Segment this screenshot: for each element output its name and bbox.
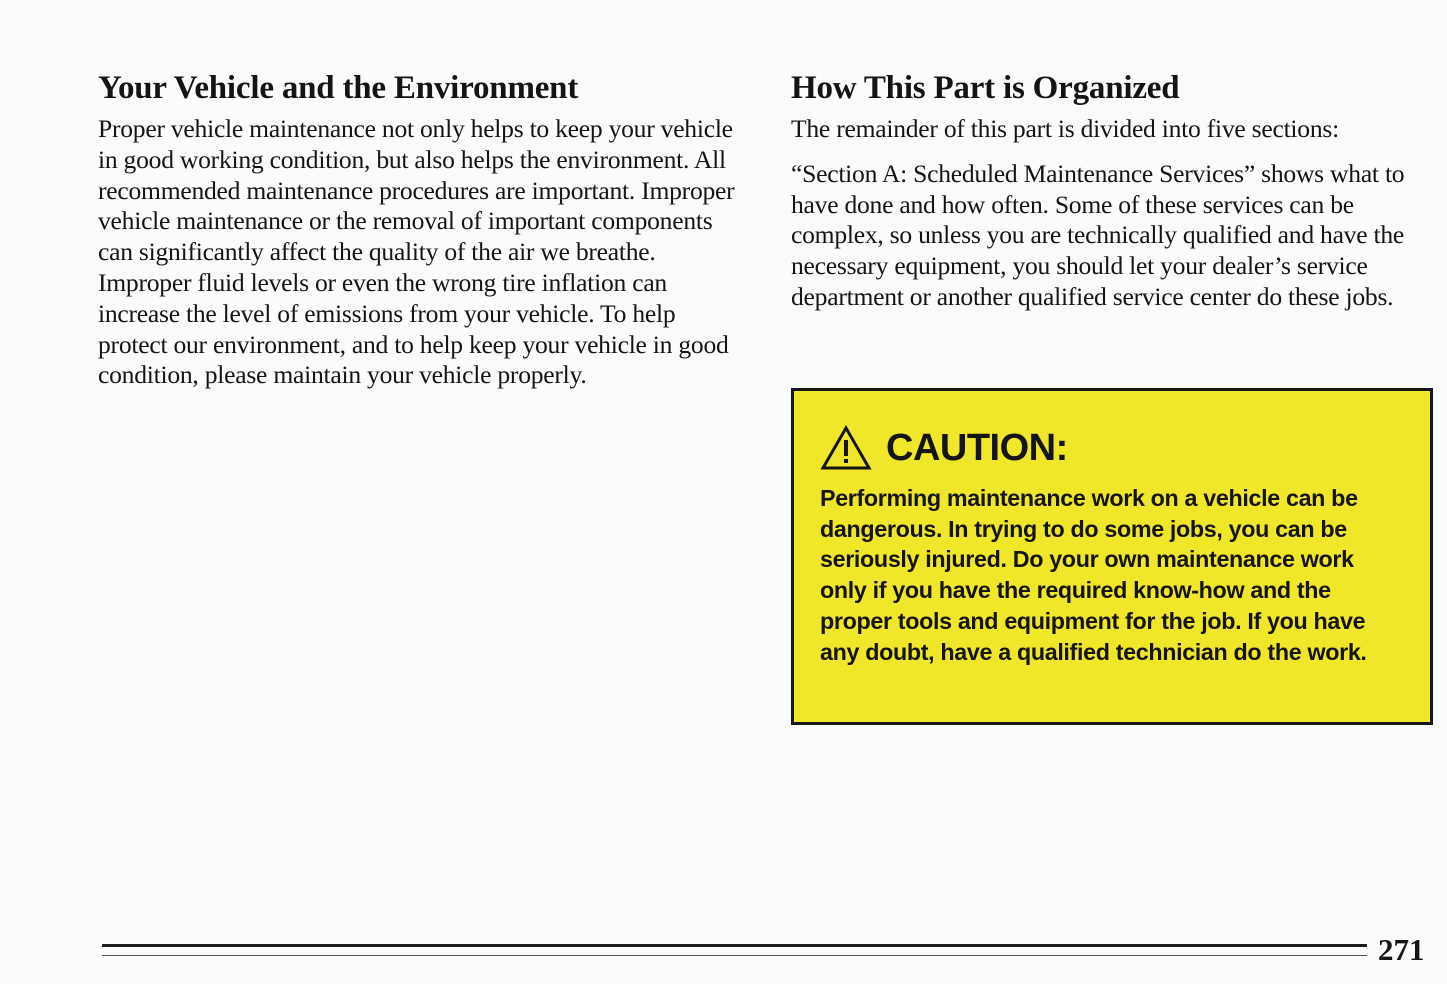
page-number: 271 — [1378, 932, 1425, 967]
section-heading-organization: How This Part is Organized — [791, 70, 1180, 106]
caution-text: Performing maintenance work on a vehicle can be dangerous. In trying to do some jobs, you can be seriously injured. Do your own maintenance work only if you have the required know-how and the proper tools and equipment for the job. If you have any doubt, have a qualified technician do the work. — [820, 485, 1367, 665]
caution-title: CAUTION: — [886, 426, 1068, 469]
environment-paragraph: Proper vehicle maintenance not only helps to keep your vehicle in good working condition, but also helps the environment. All recommended maintenance procedures are important. Improper vehicle maintenance or the removal of important components can significantly affect the quality of the air we breathe. Improper fluid levels or even the wrong tire inflation can increase the level of emissions from your vehicle. To help protect our environment, and to help keep your vehicle in good condition, please maintain your vehicle properly. — [98, 114, 735, 390]
left-column — [98, 66, 748, 391]
footer-rule-thin — [102, 955, 1367, 956]
section-a-paragraph: “Section A: Scheduled Maintenance Services” shows what to have done and how often. Some of these services can be complex, so unless you are technically qualified and have the necessary equipment, you should let your dealer’s service department or another qualified service center do these jobs. — [791, 158, 1405, 311]
caution-box — [791, 388, 1433, 725]
warning-triangle-icon — [820, 425, 872, 471]
caution-header — [820, 421, 1406, 475]
right-column — [791, 66, 1431, 313]
organization-intro: The remainder of this part is divided into five sections: — [791, 114, 1339, 143]
footer-rule — [102, 944, 1367, 947]
section-heading-environment: Your Vehicle and the Environment — [98, 70, 579, 106]
